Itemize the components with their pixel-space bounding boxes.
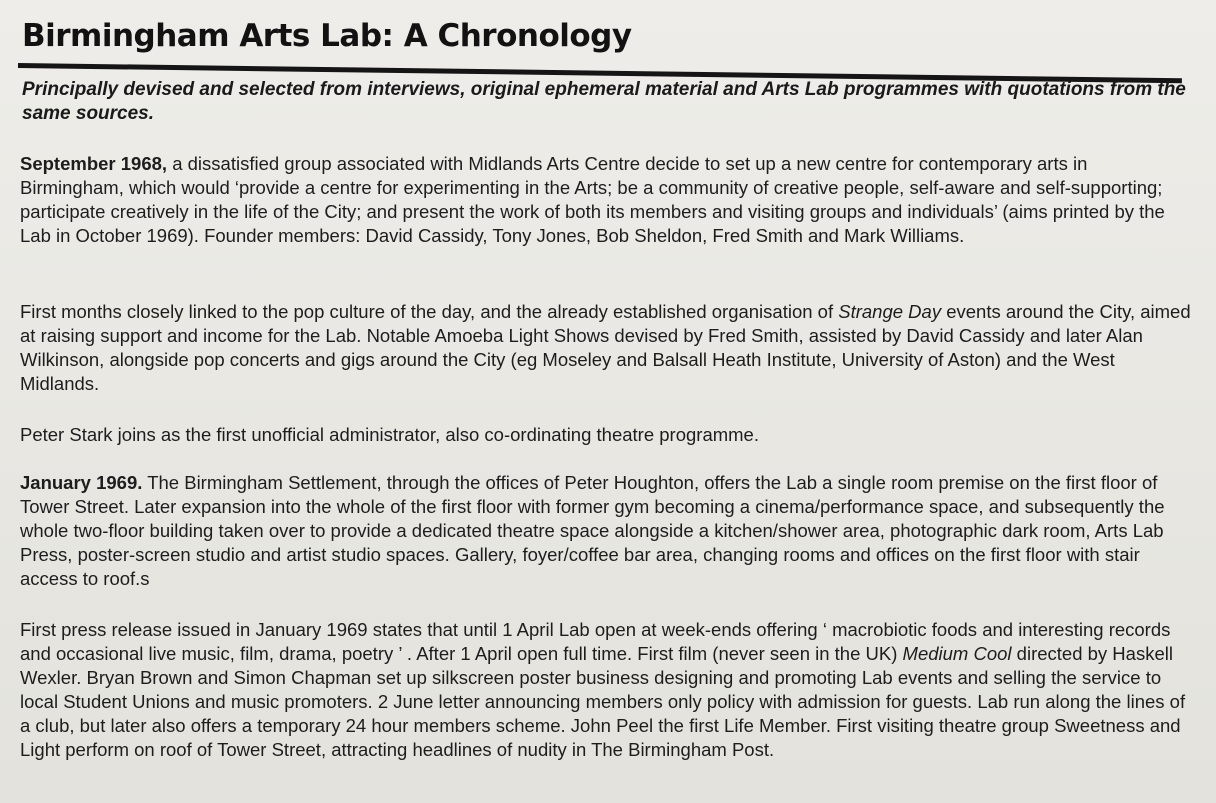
paragraph-body: First press release issued in January 1969 states that until 1 April Lab open at week-ends offering ‘ macrobiotic foods and interesting records and occasional live music, film, drama, poetry ’ . After 1 April open full time. First film (never seen in the UK) bbox=[20, 619, 1171, 664]
paragraph-italic-title: Strange Day bbox=[838, 301, 942, 322]
paragraph-first-press-release bbox=[20, 618, 1192, 762]
paragraph-italic-title: Medium Cool bbox=[902, 643, 1012, 664]
paragraph-body: a dissatisfied group associated with Midlands Arts Centre decide to set up a new centre for contemporary arts in Birmingham, which would ‘provide a centre for experimenting in the Arts; be a community of creative people, self-aware and self-supporting; participate creatively in the life of the City; and present the work of both its members and visiting groups and individuals’ (aims printed by the Lab in October 1969). Founder members: David Cassidy, Tony Jones, Bob Sheldon, Fred Smith and Mark Williams. bbox=[20, 153, 1165, 246]
paragraph-september-1968 bbox=[20, 152, 1192, 248]
paragraph-lead-date: September 1968, bbox=[20, 153, 168, 174]
document-title: Birmingham Arts Lab: A Chronology bbox=[22, 18, 632, 54]
paragraph-lead-date: January 1969. bbox=[20, 472, 143, 493]
document-subtitle: Principally devised and selected from interviews, original ephemeral material and Arts Lab programmes with quotations from the same sources. bbox=[22, 79, 1186, 124]
paragraph-body: First months closely linked to the pop culture of the day, and the already established organisation of bbox=[20, 301, 839, 322]
paragraph-january-1969 bbox=[20, 471, 1192, 591]
paragraph-peter-stark bbox=[20, 423, 1192, 447]
paragraph-body: directed by Haskell Wexler. Bryan Brown and Simon Chapman set up silkscreen poster business designing and promoting Lab events and selling the service to local Student Unions and music promoters. 2 June letter announcing members only policy with admission for guests. Lab run along the lines of a club, but later also offers a temporary 24 hour members scheme. John Peel the first Life Member. First visiting theatre group Sweetness and Light perform on roof of Tower Street, attracting headlines of nudity in The Birmingham Post. bbox=[20, 643, 1186, 760]
paragraph-body: Peter Stark joins as the first unofficial administrator, also co-ordinating theatre programme. bbox=[20, 424, 759, 445]
paragraph-body: The Birmingham Settlement, through the offices of Peter Houghton, offers the Lab a single room premise on the first floor of Tower Street. Later expansion into the whole of the first floor with former gym becoming a cinema/performance space, and subsequently the whole two-floor building taken over to provide a dedicated theatre space alongside a kitchen/shower area, photographic dark room, Arts Lab Press, poster-screen studio and artist studio spaces. Gallery, foyer/coffee bar area, changing rooms and offices on the first floor with stair access to roof.s bbox=[20, 472, 1165, 589]
paragraph-body: events around the City, aimed at raising support and income for the Lab. Notable Amoeba Light Shows devised by Fred Smith, assisted by David Cassidy and later Alan Wilkinson, alongside pop concerts and gigs around the City (eg Moseley and Balsall Heath Institute, University of Aston) and the West Midlands. bbox=[20, 301, 1191, 394]
paragraph-first-months bbox=[20, 300, 1192, 396]
